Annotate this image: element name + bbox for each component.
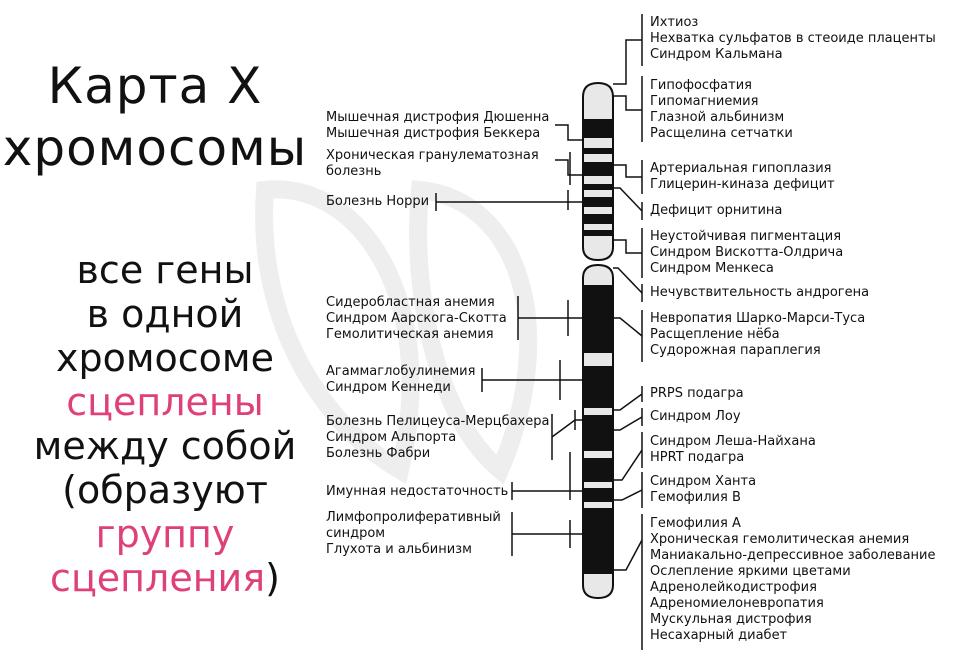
label-text: Синдром Аарскога-Скотта [326,311,507,326]
label-text: Маниакально-депрессивное заболевание [650,548,936,563]
right-label-group-4 [650,203,782,219]
right-label-group-7 [650,311,865,359]
label-text: Синдром Лоу [650,409,741,424]
label-text: Гипофосфатия [650,78,752,93]
label-text: Нечувствительность андрогена [650,285,870,300]
label-text: Гипомагниемия [650,94,759,109]
label-text: Агаммаглобулинемия [326,364,476,379]
note-line-6: (образуют [62,468,268,512]
label-text: Глицерин-киназа дефицит [650,177,835,192]
note-line-4: сцеплены [66,380,264,424]
label-text: Синдром Ханта [650,474,757,489]
label-text: Синдром Вискотта-Олдрича [650,245,844,260]
note-line-8-tail: ) [265,556,280,600]
label-text: Синдром Леша-Найхана [650,434,816,449]
chromosome-upper-arm [583,83,613,260]
label-text: Болезнь Норри [326,194,430,209]
label-text: Судорожная параплегия [650,343,821,358]
label-text: Неустойчивая пигментация [650,229,842,244]
right-label-group-3 [650,161,835,193]
title-line-2: хромосомы [2,119,308,177]
label-text: Имунная недостаточность [326,484,509,499]
label-text: Адреномиелоневропатия [650,596,824,611]
left-label-group-5 [326,364,475,396]
label-text: Адренолейкодистрофия [650,580,817,595]
right-label-group-9 [650,409,741,425]
label-text: Расщелина сетчатки [650,126,793,141]
label-text: Расщепление нёба [650,327,780,342]
left-label-group-1 [326,110,549,142]
left-label-group-7 [326,484,508,500]
label-text: Артериальная гипоплазия [650,161,832,176]
right-connectors [613,14,642,650]
note-line-3: хромосоме [56,336,274,380]
left-label-group-3 [326,194,429,210]
left-label-group-2 [326,148,539,180]
label-text: Болезнь Фабри [326,446,431,461]
right-label-group-10 [650,434,816,466]
label-text: Гемофилия В [650,490,741,505]
label-text: Ослепление яркими цветами [650,564,851,579]
chromosome-lower-arm [583,265,613,598]
right-label-group-2 [650,78,793,142]
label-text: Мышечная дистрофия Беккера [326,126,541,141]
label-text: Хроническая гранулематозная [326,148,539,163]
left-label-group-6 [326,414,549,462]
label-text: Болезнь Пелицеуса-Мерцбахера [326,414,550,429]
title-line-1: Карта Х [47,57,263,115]
note-line-8-pink: сцепления [50,556,266,600]
label-text: Дефицит орнитина [650,203,783,218]
label-text: Мышечная дистрофия Дюшенна [326,110,550,125]
label-text: Синдром Менкеса [650,261,774,276]
right-label-group-8 [650,386,744,402]
label-text: Глухота и альбинизм [326,542,472,557]
right-label-group-5 [650,229,843,277]
right-label-group-12 [650,516,936,644]
right-label-group-6 [650,285,869,301]
label-text: болезнь [326,164,382,179]
label-text: Сидеробластная анемия [326,295,495,310]
left-label-group-4 [326,295,507,343]
label-text: Синдром Кальмана [650,47,783,62]
label-text: Лимфопролиферативный [326,510,501,525]
label-text: Нехватка сульфатов в стеоиде плаценты [650,31,936,46]
label-text: Гемофилия А [650,516,741,531]
label-text: Несахарный диабет [650,628,788,643]
note-line-1: все гены [76,248,254,292]
right-label-group-1 [650,15,936,63]
label-text: Мускульная дистрофия [650,612,812,627]
label-text: Ихтиоз [650,15,699,30]
label-text: Невропатия Шарко-Марси-Туса [650,311,866,326]
note-line-2: в одной [86,292,244,336]
label-text: HPRT подагра [650,450,745,465]
label-text: Хроническая гемолитическая анемия [650,532,910,547]
label-text: синдром [326,526,386,541]
label-text: Глазной альбинизм [650,110,785,125]
right-label-group-11 [650,474,756,506]
note-line-7: группу [95,512,235,556]
label-text: Гемолитическая анемия [326,327,494,342]
note-line-5: между собой [33,424,297,468]
label-text: Синдром Альпорта [326,430,457,445]
label-text: PRPS подагра [650,386,744,401]
left-label-group-8 [326,510,501,558]
label-text: Синдром Кеннеди [326,380,451,395]
